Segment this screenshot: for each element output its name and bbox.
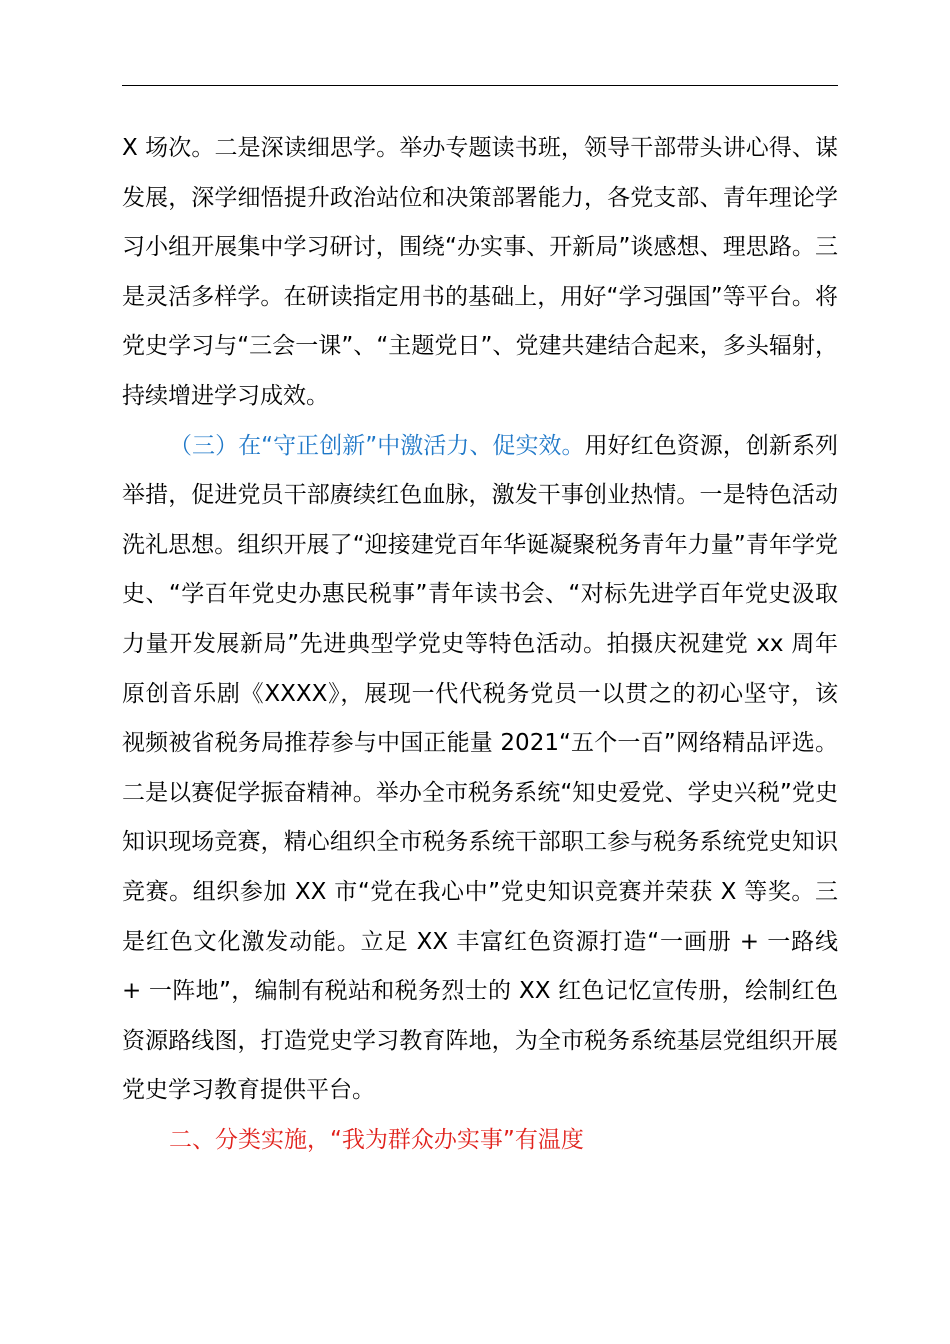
paragraph-text: 用好红色资源，创新系列举措，促进党员干部赓续红色血脉，激发干事创业热情。一是特色活动洗礼思想。组织开展了“迎接建党百年华诞凝聚税务青年力量”青年学党史、“学百年党史办惠民税事”青年读书会、“对标先进学百年党史汲取力量开发展新局”先进典型学党史等特色活动。拍摄庆祝建党 xx 周年原创音乐剧《XXXX》，展现一代代税务党员一以贯之的初心坚守，该视频被省税务局推荐参与中国正能量 2021“五个一百”网络精品评选。二是以赛促学振奋精神。举办全市税务系统“知史爱党、学史兴税”党史知识现场竞赛，精心组织全市税务系统干部职工参与税务系统党史知识竞赛。组织参加 XX 市“党在我心中”党史知识竞赛并荣获 X 等奖。三是红色文化激发动能。立足 XX 丰富红色资源打造“一画册 + 一路线 + 一阵地”，编制有税站和税务烈士的 XX 红色记忆宣传册，绘制红色资源路线图，打造党史学习教育阵地，为全市税务系统基层党组织开展党史学习教育提供平台。: [122, 432, 838, 1104]
document-body: [122, 124, 838, 1165]
paragraph-text: X 场次。二是深读细思学。举办专题读书班，领导干部带头讲心得、谋发展，深学细悟提升政治站位和决策部署能力，各党支部、青年理论学习小组开展集中学习研讨，围绕“办实事、开新局”谈感想、理思路。三是灵活多样学。在研读指定用书的基础上，用好“学习强国”等平台。将党史学习与“三会一课”、“主题党日”、党建共建结合起来，多头辐射，持续增进学习成效。: [122, 135, 838, 409]
paragraph-study-methods: [122, 124, 838, 422]
section-heading-two: [122, 1116, 838, 1166]
section-heading-text: 二、分类实施，“我为群众办实事”有温度: [169, 1126, 584, 1153]
paragraph-innovation: [122, 422, 838, 1116]
subheading-innovation: （三）在“守正创新”中激活力、促实效。: [169, 432, 585, 459]
header-rule: [122, 85, 838, 86]
